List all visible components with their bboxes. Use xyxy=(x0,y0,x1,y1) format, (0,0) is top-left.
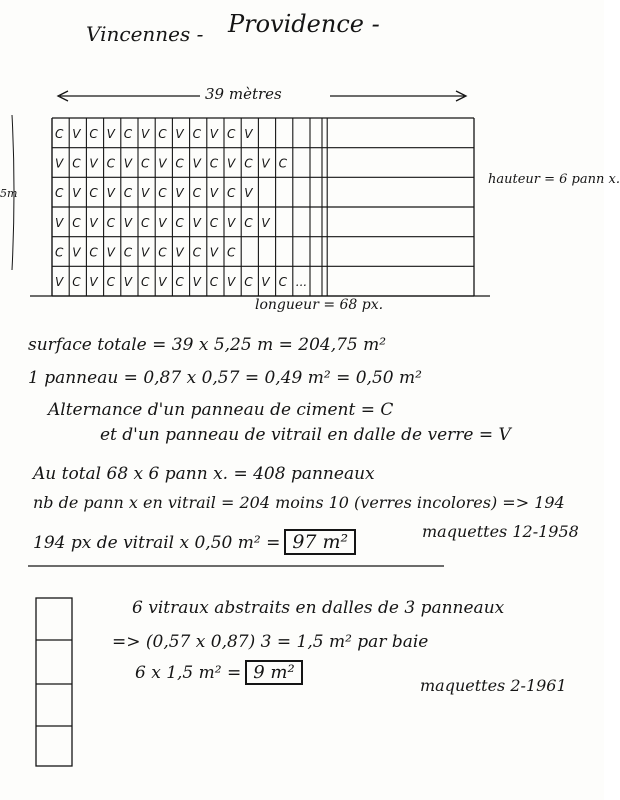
panel-cell-letter: C xyxy=(192,126,201,141)
panel-cell-letter: C xyxy=(158,245,167,260)
panel-cell-letter: C xyxy=(106,275,115,290)
panel-cell-letter: V xyxy=(55,215,64,230)
panel-cell-letter: V xyxy=(72,126,81,141)
panel-cell-letter: C xyxy=(244,156,253,171)
panel-cell-letter: V xyxy=(261,215,270,230)
title-vincennes: Vincennes - xyxy=(86,22,204,46)
note-glass: et d'un panneau de vitrail en dalle de verre = V xyxy=(100,425,511,445)
panel-cell-letter: C xyxy=(123,245,133,260)
panel-cell-letter: C xyxy=(227,126,236,141)
title-providence: Providence - xyxy=(228,10,380,38)
panel-cell-letter: V xyxy=(158,215,167,230)
note-cement: Alternance d'un panneau de ciment = C xyxy=(48,400,394,420)
maquette-1961: maquettes 2-1961 xyxy=(420,676,567,695)
panel-cell-letter: V xyxy=(244,126,253,141)
boxed-result-97: 97 m² xyxy=(284,529,356,555)
panel-cell-letter: C xyxy=(209,215,219,230)
note-total: Au total 68 x 6 pann x. = 408 panneaux xyxy=(33,464,375,484)
panel-cell-letter: C xyxy=(106,156,115,171)
note-area xyxy=(33,529,356,555)
panel-cell-letter: V xyxy=(55,275,64,290)
panel-cell-letter: V xyxy=(158,275,167,290)
panel-cell-letter: V xyxy=(123,215,133,230)
panel-cell-letter: C xyxy=(123,126,133,141)
panel-cell-letter: V xyxy=(209,245,219,260)
panel-cell-letter: C xyxy=(278,275,287,290)
panel-cell-letter: V xyxy=(123,275,133,290)
panel-cell-letter: V xyxy=(227,275,236,290)
panel-cell-letter: V xyxy=(106,186,115,201)
width-label: 39 mètres xyxy=(205,85,282,103)
panel-cell-letter: C xyxy=(158,126,167,141)
panel-cell-letter: C xyxy=(141,215,150,230)
panel-cell-letter: C xyxy=(55,245,64,260)
panel-cell-letter: C xyxy=(209,156,219,171)
note-small-area xyxy=(135,660,303,685)
length-label: longueur = 68 px. xyxy=(255,297,384,313)
panel-cell-letter: V xyxy=(227,156,236,171)
panel-cell-letter: V xyxy=(209,126,219,141)
panel-cell-letter: C xyxy=(72,215,81,230)
panel-cell-letter: V xyxy=(72,245,81,260)
panel-cell-letter: V xyxy=(89,275,98,290)
panel-cell-letter: C xyxy=(227,186,236,201)
panel-cell-letter: ... xyxy=(295,275,308,290)
panel-cell-letter: C xyxy=(175,275,184,290)
note-count: nb de pann x en vitrail = 204 moins 10 (verres incolores) => 194 xyxy=(33,493,565,512)
window-sketch xyxy=(36,598,72,766)
panel-grid xyxy=(30,118,490,296)
note-surface: surface totale = 39 x 5,25 m = 204,75 m² xyxy=(28,335,387,355)
note-area-text: 194 px de vitrail x 0,50 m² = xyxy=(33,533,281,553)
panel-cell-letter: V xyxy=(141,245,150,260)
note-panel: 1 panneau = 0,87 x 0,57 = 0,49 m² = 0,50 m² xyxy=(28,368,422,388)
boxed-result-9: 9 m² xyxy=(245,660,302,685)
panel-cell-letter: V xyxy=(261,156,270,171)
note-abstract: 6 vitraux abstraits en dalles de 3 panneaux xyxy=(132,598,505,618)
panel-cell-letter: V xyxy=(158,156,167,171)
panel-cell-letter: C xyxy=(158,186,167,201)
panel-cell-letter: V xyxy=(192,275,201,290)
panel-cell-letter: C xyxy=(209,275,219,290)
panel-cell-letter: V xyxy=(106,245,115,260)
panel-cell-letter: V xyxy=(261,275,270,290)
panel-cell-letter: C xyxy=(89,186,98,201)
panel-cell-letter: C xyxy=(72,156,81,171)
panel-cell-letter: C xyxy=(192,186,201,201)
panel-cell-letter: V xyxy=(244,186,253,201)
panel-cell-letter: V xyxy=(106,126,115,141)
panel-cell-letter: V xyxy=(192,156,201,171)
panel-cell-letter: V xyxy=(209,186,219,201)
panel-cell-letter: V xyxy=(141,126,150,141)
panel-cell-letter: V xyxy=(141,186,150,201)
panel-cell-letter: C xyxy=(141,156,150,171)
panel-cell-letter: V xyxy=(123,156,133,171)
panel-cell-letter: V xyxy=(227,215,236,230)
panel-cell-letter: C xyxy=(175,156,184,171)
panel-cell-letter: C xyxy=(141,275,150,290)
panel-cell-letter: C xyxy=(89,126,98,141)
note-small-area-text: 6 x 1,5 m² = xyxy=(135,663,242,683)
panel-cell-letter: C xyxy=(244,275,253,290)
maquette-1958: maquettes 12-1958 xyxy=(422,522,579,541)
panel-cell-letter: C xyxy=(175,215,184,230)
panel-cell-letter: C xyxy=(227,245,236,260)
panel-cell-letter: C xyxy=(55,186,64,201)
note-bay: => (0,57 x 0,87) 3 = 1,5 m² par baie xyxy=(112,632,429,652)
panel-cell-letter: C xyxy=(244,215,253,230)
panel-cell-letter: V xyxy=(175,245,184,260)
panel-cell-letter: C xyxy=(192,245,201,260)
panel-cell-letter: V xyxy=(89,156,98,171)
panel-cell-letter: V xyxy=(55,156,64,171)
panel-cell-letter: C xyxy=(72,275,81,290)
panel-cell-letter: V xyxy=(72,186,81,201)
panel-cell-letter: C xyxy=(123,186,133,201)
panel-cell-letter: C xyxy=(55,126,64,141)
panel-cell-letter: C xyxy=(89,245,98,260)
height-label: hauteur = 6 pann x. xyxy=(488,172,620,187)
panel-cell-letter: V xyxy=(175,126,184,141)
panel-cell-letter: V xyxy=(89,215,98,230)
panel-cell-letter: V xyxy=(192,215,201,230)
panel-cell-letter: C xyxy=(278,156,287,171)
side-label: 5m xyxy=(0,187,18,200)
panel-cell-letter: V xyxy=(175,186,184,201)
panel-cell-letter: C xyxy=(106,215,115,230)
